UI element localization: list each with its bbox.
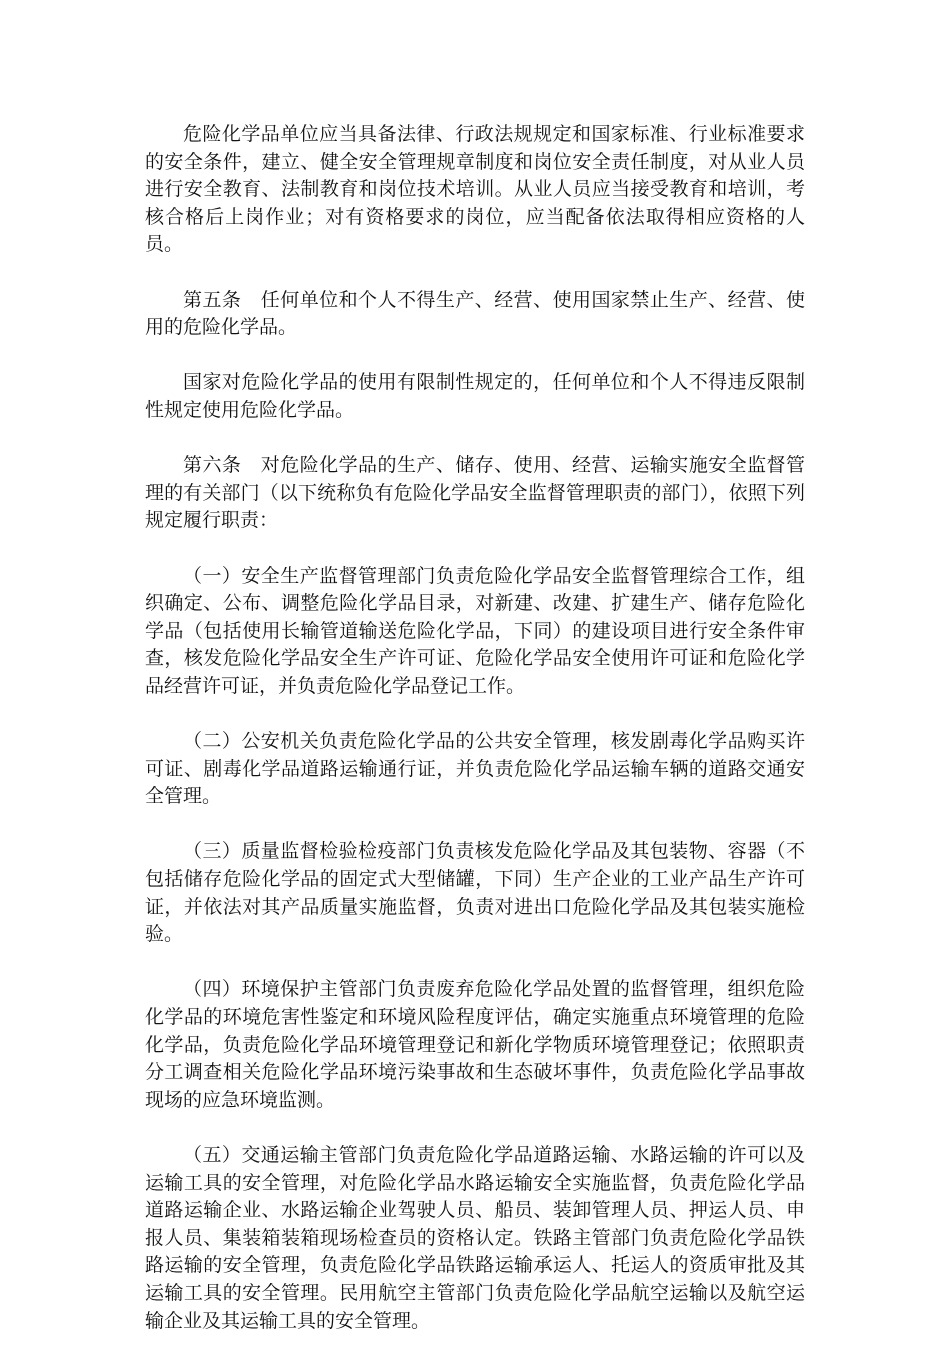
paragraph-staff-safety-requirements: 危险化学品单位应当具备法律、行政法规规定和国家标准、行业标准要求的安全条件，建立、健全安全管理规章制度和岗位安全责任制度，对从业人员进行安全教育、法制教育和岗位技术培训。从业人员应当接受教育和培训，考核合格后上岗作业；对有资格要求的岗位，应当配备依法取得相应资格的人员。 — [145, 123, 805, 256]
paragraph-item-3-quality-supervision: （三）质量监督检验检疫部门负责核发危险化学品及其包装物、容器（不包括储存危险化学品的固定式大型储罐，下同）生产企业的工业产品生产许可证，并依法对其产品质量实施监督，负责对进出口危险化学品及其包装实施检验。 — [145, 840, 805, 946]
paragraph-article-6: 第六条 对危险化学品的生产、储存、使用、经营、运输实施安全监督管理的有关部门（以下统称负有危险化学品安全监督管理职责的部门），依照下列规定履行职责： — [145, 454, 805, 532]
paragraph-item-5-transportation: （五）交通运输主管部门负责危险化学品道路运输、水路运输的许可以及运输工具的安全管理，对危险化学品水路运输安全实施监督，负责危险化学品道路运输企业、水路运输企业驾驶人员、船员、装卸管理人员、押运人员、申报人员、集装箱装箱现场检查员的资格认定。铁路主管部门负责危险化学品铁路运输的安全管理，负责危险化学品铁路运输承运人、托运人的资质审批及其运输工具的安全管理。民用航空主管部门负责危险化学品航空运输以及航空运输企业及其运输工具的安全管理。 — [145, 1143, 805, 1332]
paragraph-item-4-environmental-protection: （四）环境保护主管部门负责废弃危险化学品处置的监督管理，组织危险化学品的环境危害性鉴定和环境风险程度评估，确定实施重点环境管理的危险化学品，负责危险化学品环境管理登记和新化学物质环境管理登记；依照职责分工调查相关危险化学品环境污染事故和生态破坏事件，负责危险化学品事故现场的应急环境监测。 — [145, 978, 805, 1111]
paragraph-item-2-public-security: （二）公安机关负责危险化学品的公共安全管理，核发剧毒化学品购买许可证、剧毒化学品道路运输通行证，并负责危险化学品运输车辆的道路交通安全管理。 — [145, 730, 805, 808]
document-body — [145, 121, 805, 1363]
paragraph-item-1-work-safety: （一）安全生产监督管理部门负责危险化学品安全监督管理综合工作，组织确定、公布、调整危险化学品目录，对新建、改建、扩建生产、储存危险化学品（包括使用长输管道输送危险化学品，下同）的建设项目进行安全条件审查，核发危险化学品安全生产许可证、危险化学品安全使用许可证和危险化学品经营许可证，并负责危险化学品登记工作。 — [145, 564, 805, 697]
paragraph-article-5: 第五条 任何单位和个人不得生产、经营、使用国家禁止生产、经营、使用的危险化学品。 — [145, 288, 805, 339]
paragraph-restricted-use: 国家对危险化学品的使用有限制性规定的，任何单位和个人不得违反限制性规定使用危险化学品。 — [145, 371, 805, 421]
